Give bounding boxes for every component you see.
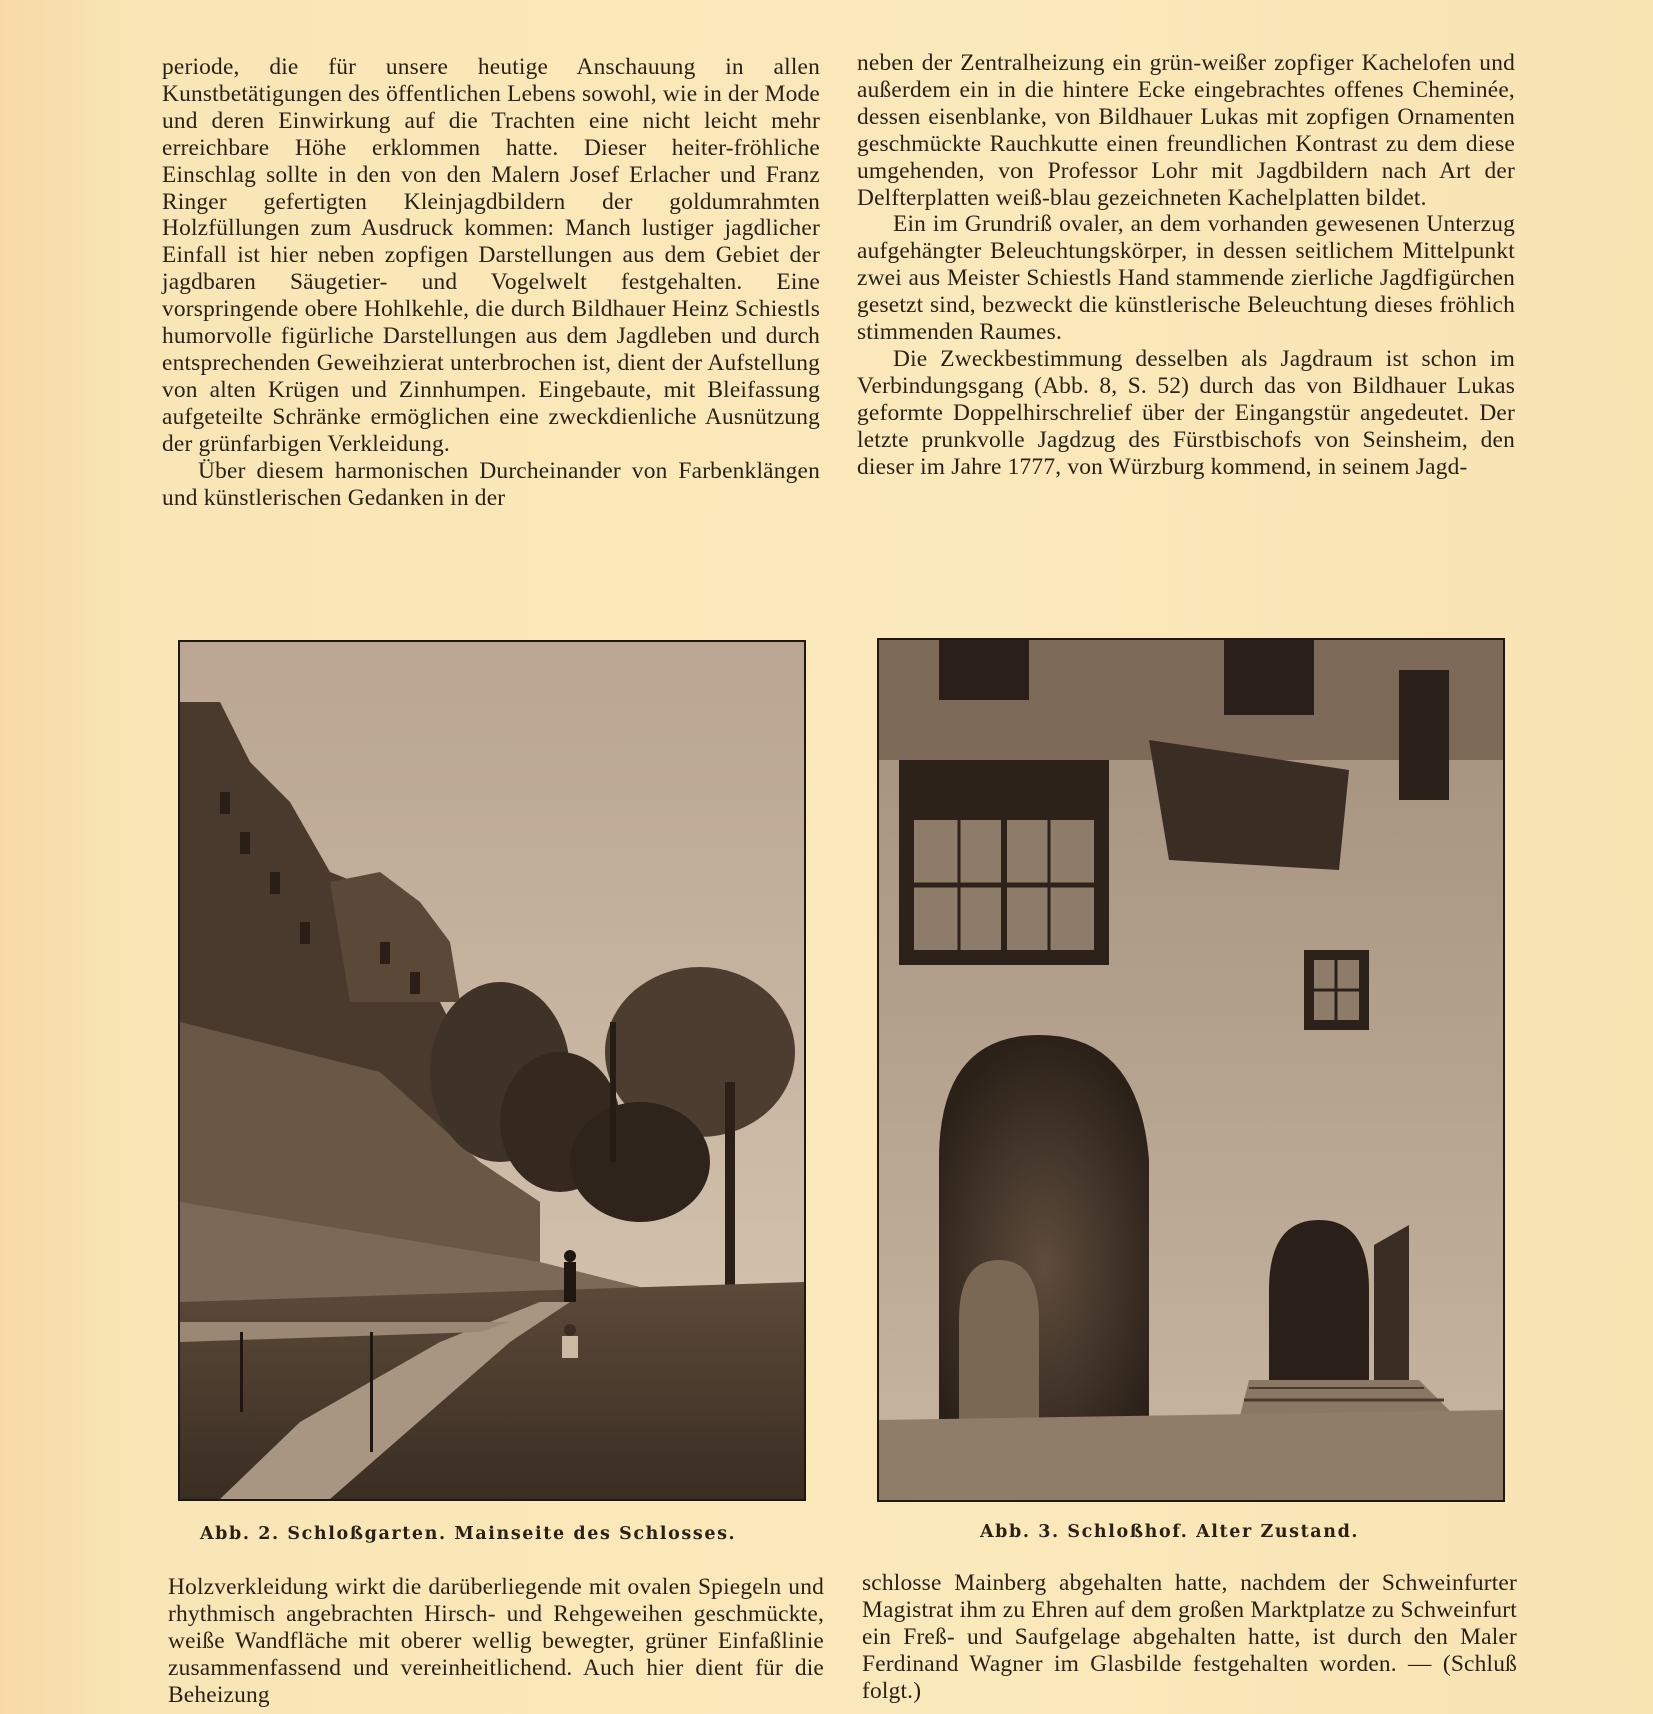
figure-caption: Abb. 2. Schloßgarten. Mainseite des Schlosses.: [200, 1524, 737, 1544]
photo-castle-courtyard-image: [879, 640, 1503, 1500]
paragraph: neben der Zentralheizung ein grün-weißer zopfiger Kachelofen und außerdem ein in die hintere Ecke eingebrachtes offenes Cheminée, dessen eisenblanke, von Bildhauer Lukas mit zopfigen Ornamenten geschmückte Rauchkutte einen freundlichen Kontrast zu dem diese umgehenden, von Professor Lohr mit Jagdbildern nach Art der Delfterplatten weiß-blau gezeichneten Kachelplatten bildet.: [857, 50, 1515, 211]
text-column-top-left: [162, 54, 820, 511]
photo-castle-courtyard: [877, 638, 1505, 1502]
paragraph: Die Zweckbestimmung desselben als Jagdraum ist schon im Verbindungsgang (Abb. 8, S. 52) durch das von Bildhauer Lukas geformte Doppelhirschrelief über der Eingangstür angedeutet. Der letzte prunkvolle Jagdzug des Fürstbischofs von Seinsheim, den dieser im Jahre 1777, von Würzburg kommend, in seinem Jagd-: [857, 345, 1515, 480]
paragraph: Holzverkleidung wirkt die darüberliegende mit ovalen Spiegeln und rhythmisch angebrachten Hirsch- und Rehgeweihen geschmückte, weiße Wandfläche mit oberer wellig bewegter, grüner Einfaßlinie zusammenfassend und vereinheitlichend. Auch hier dient für die Beheizung: [168, 1574, 824, 1708]
paragraph: schlosse Mainberg abgehalten hatte, nachdem der Schweinfurter Magistrat ihm zu Ehren auf dem großen Marktplatze zu Schweinfurt ein Freß- und Saufgelage abgehalten hatte, ist durch den Maler Ferdinand Wagner im Glasbilde festgehalten worden. — (Schluß folgt.): [862, 1570, 1517, 1704]
text-column-bottom-left: [168, 1574, 824, 1709]
paragraph: Über diesem harmonischen Durcheinander von Farbenklängen und künstlerischen Gedanken in der: [162, 457, 820, 511]
text-column-bottom-right: [862, 1570, 1517, 1705]
photo-castle-garden-image: [180, 642, 804, 1499]
text-column-top-right: [857, 50, 1515, 481]
photo-castle-garden: [178, 640, 806, 1501]
figure-caption: Abb. 3. Schloßhof. Alter Zustand.: [980, 1522, 1360, 1542]
paragraph: periode, die für unsere heutige Anschauung in allen Kunstbetätigungen des öffentlichen Lebens sowohl, wie in der Mode und deren Einwirkung auf die Trachten eine nicht leicht mehr erreichbare Höhe erklommen hatte. Dieser heiter-fröhliche Einschlag sollte in den von den Malern Josef Erlacher und Franz Ringer gefertigten Kleinjagdbildern der goldumrahmten Holzfüllungen zum Ausdruck kommen: Manch lustiger jagdlicher Einfall ist hier neben zopfigen Darstellungen aus dem Gebiet der jagdbaren Säugetier- und Vogelwelt festgehalten. Eine vorspringende obere Hohlkehle, die durch Bildhauer Heinz Schiestls humorvolle figürliche Darstellungen aus dem Jagdleben und durch entsprechenden Geweihzierat unterbrochen ist, dient der Aufstellung von alten Krügen und Zinnhumpen. Eingebaute, mit Bleifassung aufgeteilte Schränke ermöglichen eine zweckdienliche Ausnützung der grünfarbigen Verkleidung.: [162, 54, 820, 457]
paragraph: Ein im Grundriß ovaler, an dem vorhanden gewesenen Unterzug aufgehängter Beleuchtungskörper, in dessen seitlichem Mittelpunkt zwei aus Meister Schiestls Hand stammende zierliche Jagdfigürchen gesetzt sind, bezweckt die künstlerische Beleuchtung dieses fröhlich stimmenden Raumes.: [857, 211, 1515, 346]
